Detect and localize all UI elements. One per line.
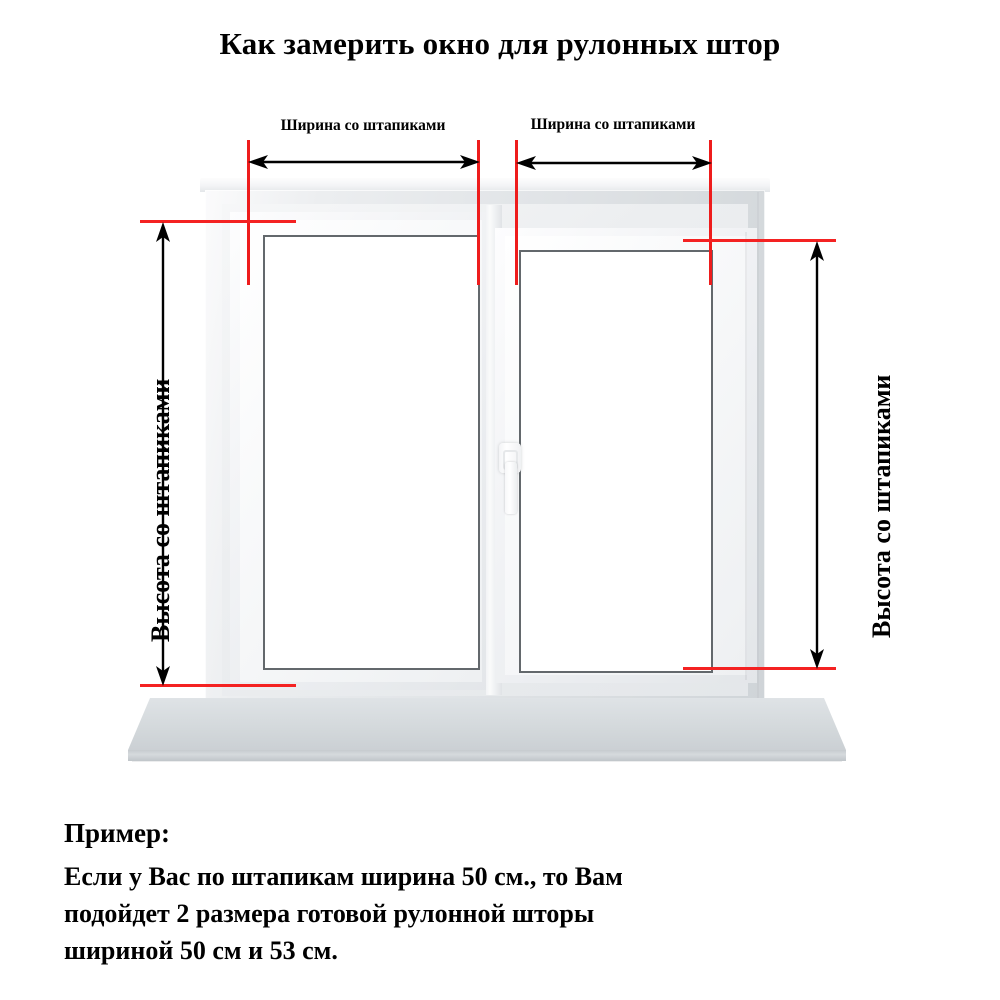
- window-frame-right-edge-shadow: [757, 192, 759, 700]
- height-label-left: Высота со штапиками: [146, 378, 175, 642]
- example-heading: Пример:: [64, 818, 170, 848]
- page-title: Как замерить окно для рулонных штор: [219, 26, 781, 61]
- windowsill-front-face: [128, 750, 846, 761]
- window-sash-right-edge-shadow: [745, 232, 747, 680]
- width-label-left: Ширина со штапиками: [280, 117, 446, 134]
- height-arrow-right: [805, 241, 829, 669]
- example-line-3: шириной 50 см и 53 см.: [64, 936, 338, 965]
- height-label-right: Высота со штапиками: [867, 374, 896, 638]
- windowsill-bottom-shadow: [132, 761, 842, 762]
- windowsill-top: [128, 698, 846, 750]
- example-line-1: Если у Вас по штапикам ширина 50 см., то Вам: [64, 862, 623, 891]
- width-label-right: Ширина со штапиками: [530, 116, 696, 133]
- example-line-2: подойдет 2 размера готовой рулонной шторы: [64, 899, 595, 928]
- window-handle-lever[interactable]: [505, 462, 517, 514]
- window-glass-left: [263, 235, 480, 670]
- width-arrow-left: [248, 150, 480, 174]
- width-arrow-right: [516, 151, 712, 175]
- window-glass-right: [519, 250, 713, 673]
